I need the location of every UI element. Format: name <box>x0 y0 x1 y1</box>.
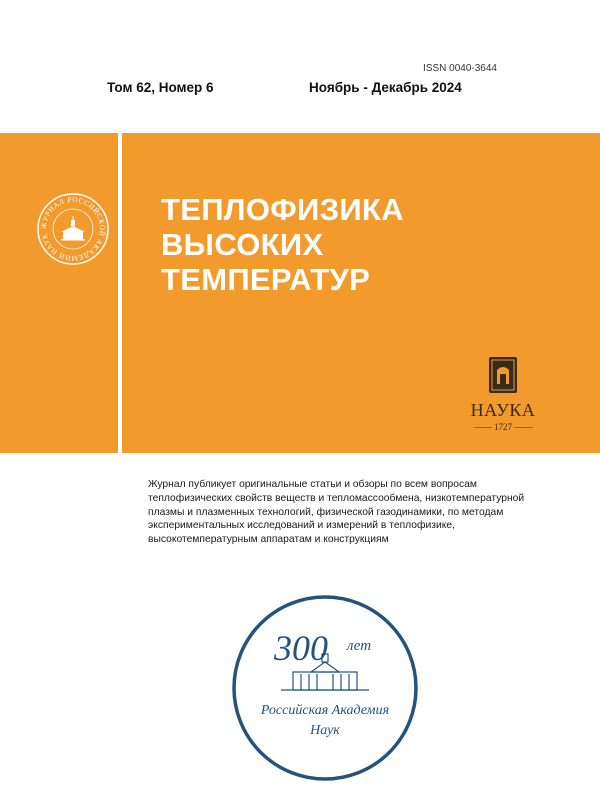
year-rule-left: —— <box>473 422 494 432</box>
issn: ISSN 0040-3644 <box>423 63 497 74</box>
publisher-name: НАУКА <box>470 400 536 420</box>
nauka-logo-icon <box>488 356 518 394</box>
anniversary-line-2: Наук <box>310 723 340 738</box>
year-rule-right: —— <box>512 422 533 432</box>
volume-number: Том 62, Номер 6 <box>107 80 214 95</box>
anniversary-suffix: лет <box>346 638 372 654</box>
band-divider <box>118 133 122 453</box>
issue-date: Ноябрь - Декабрь 2024 <box>309 80 462 95</box>
publisher-year <box>457 422 549 432</box>
year-text: 1727 <box>494 422 512 432</box>
journal-description: Журнал публикует оригинальные статьи и обзоры по всем вопросам теплофизических свойств веществ и тепломассообмена, низкотемпературной плазмы и плазменных технологий, физической газодинамики, по методам экспериментальных исследований и измерений в теплофизике, высокотемпературным аппаратам и конструкциям <box>148 479 525 546</box>
academy-seal-icon <box>36 192 110 266</box>
anniversary-line-1: Российская Академия <box>260 703 390 718</box>
journal-title <box>161 192 404 297</box>
anniversary-number: 300 <box>274 628 328 668</box>
title-line-3: ТЕМПЕРАТУР <box>161 262 371 297</box>
seal-text: ЖУРНАЛ РОССИЙСКОЙ АКАДЕМИИ НАУК <box>39 195 107 263</box>
title-line-1: ТЕПЛОФИЗИКА <box>161 192 404 227</box>
anniversary-emblem-icon <box>231 594 419 782</box>
title-line-2: ВЫСОКИХ <box>161 227 324 262</box>
publisher-logo <box>457 356 549 432</box>
